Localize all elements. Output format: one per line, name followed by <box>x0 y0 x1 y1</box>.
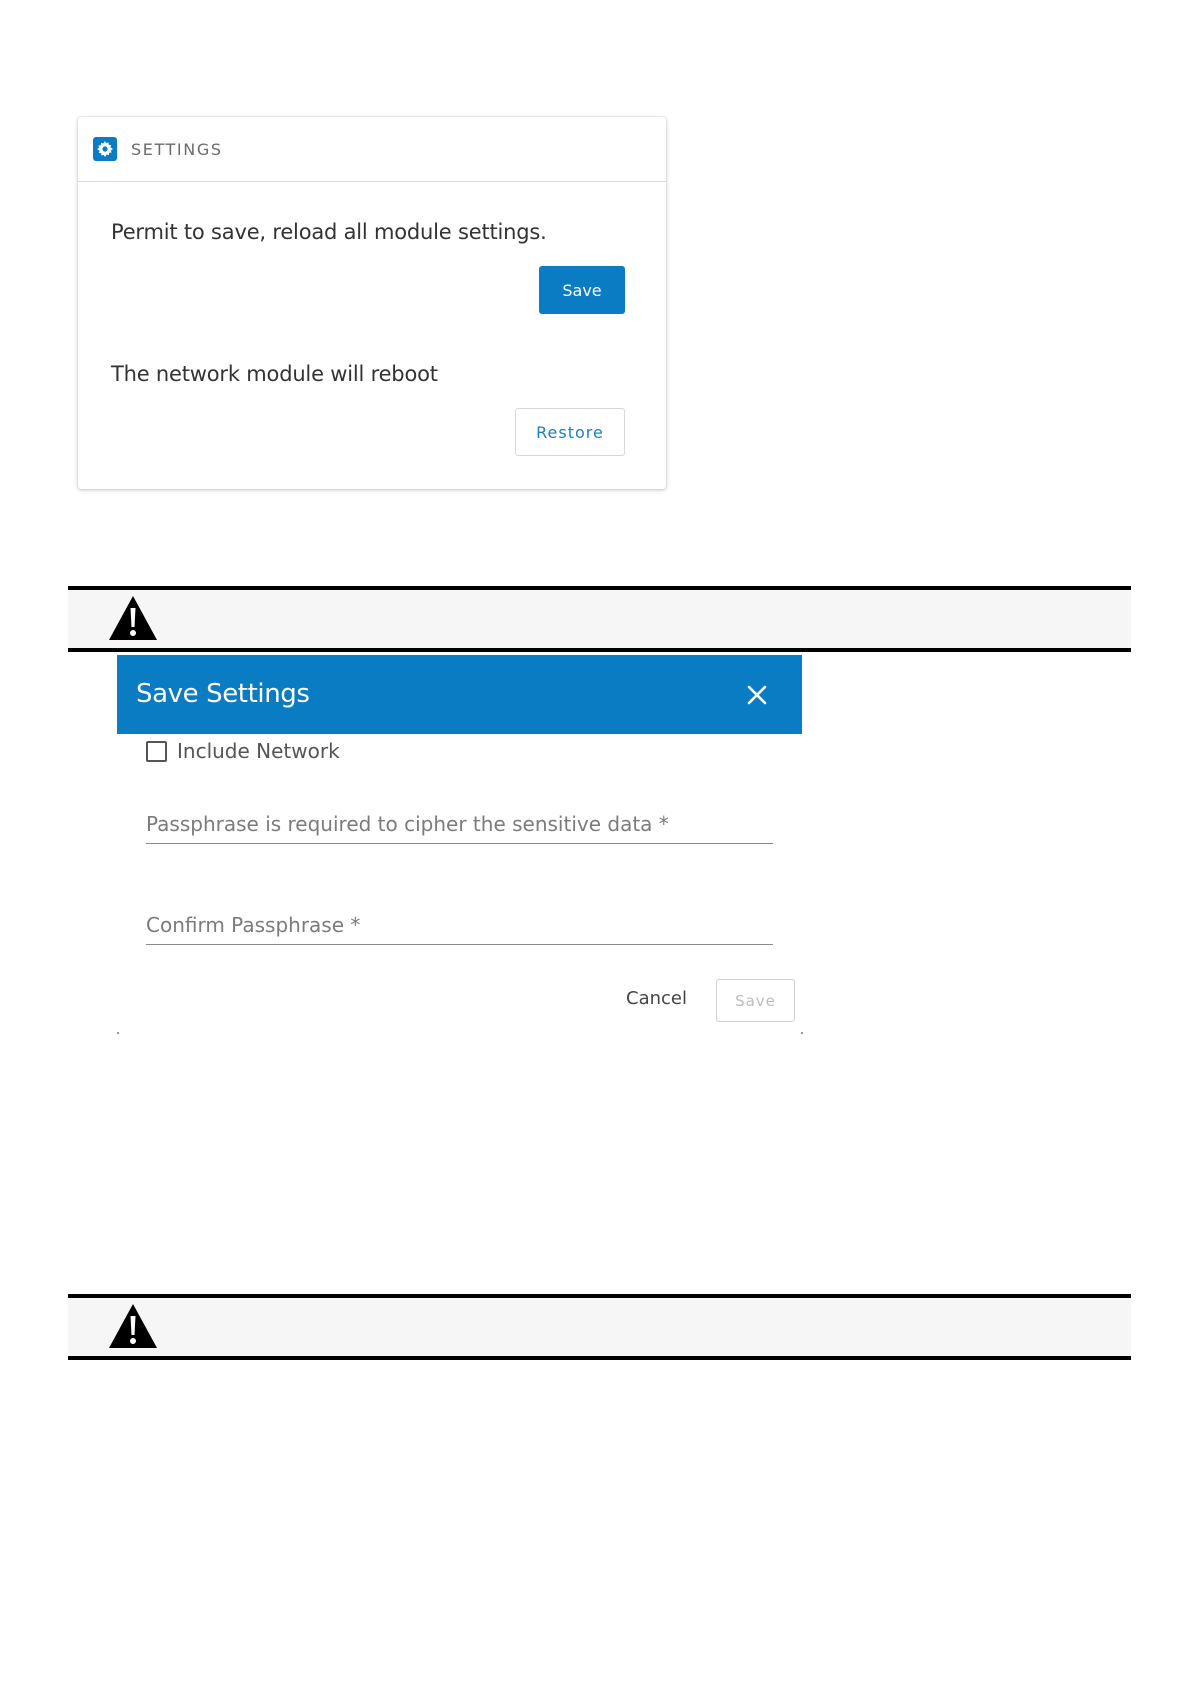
dialog-header <box>117 655 802 734</box>
warning-icon <box>108 1303 158 1349</box>
dialog-save-button[interactable]: Save <box>716 979 795 1022</box>
confirm-passphrase-field[interactable] <box>146 908 773 945</box>
dialog-title: Save Settings <box>136 679 310 709</box>
include-network-label: Include Network <box>177 739 340 763</box>
close-icon[interactable] <box>747 685 767 705</box>
warning-icon <box>108 595 158 641</box>
dialog-corner-mark <box>117 1032 119 1034</box>
warning-bar <box>68 1294 1131 1360</box>
include-network-checkbox[interactable] <box>146 741 167 762</box>
restore-description: The network module will reboot <box>111 362 438 386</box>
settings-card <box>78 117 666 489</box>
settings-card-header <box>78 117 666 182</box>
save-description: Permit to save, reload all module settings. <box>111 220 547 244</box>
cancel-button[interactable]: Cancel <box>626 988 687 1009</box>
dialog-corner-mark <box>801 1032 803 1034</box>
passphrase-field[interactable] <box>146 807 773 844</box>
confirm-passphrase-label: Confirm Passphrase * <box>146 913 361 937</box>
warning-bar <box>68 586 1131 652</box>
save-button[interactable]: Save <box>539 266 625 314</box>
include-network-checkbox-row[interactable] <box>146 739 340 763</box>
gear-icon <box>93 137 117 161</box>
settings-card-title: SETTINGS <box>131 139 223 159</box>
restore-button[interactable]: Restore <box>515 408 625 456</box>
passphrase-label: Passphrase is required to cipher the sensitive data * <box>146 812 669 836</box>
